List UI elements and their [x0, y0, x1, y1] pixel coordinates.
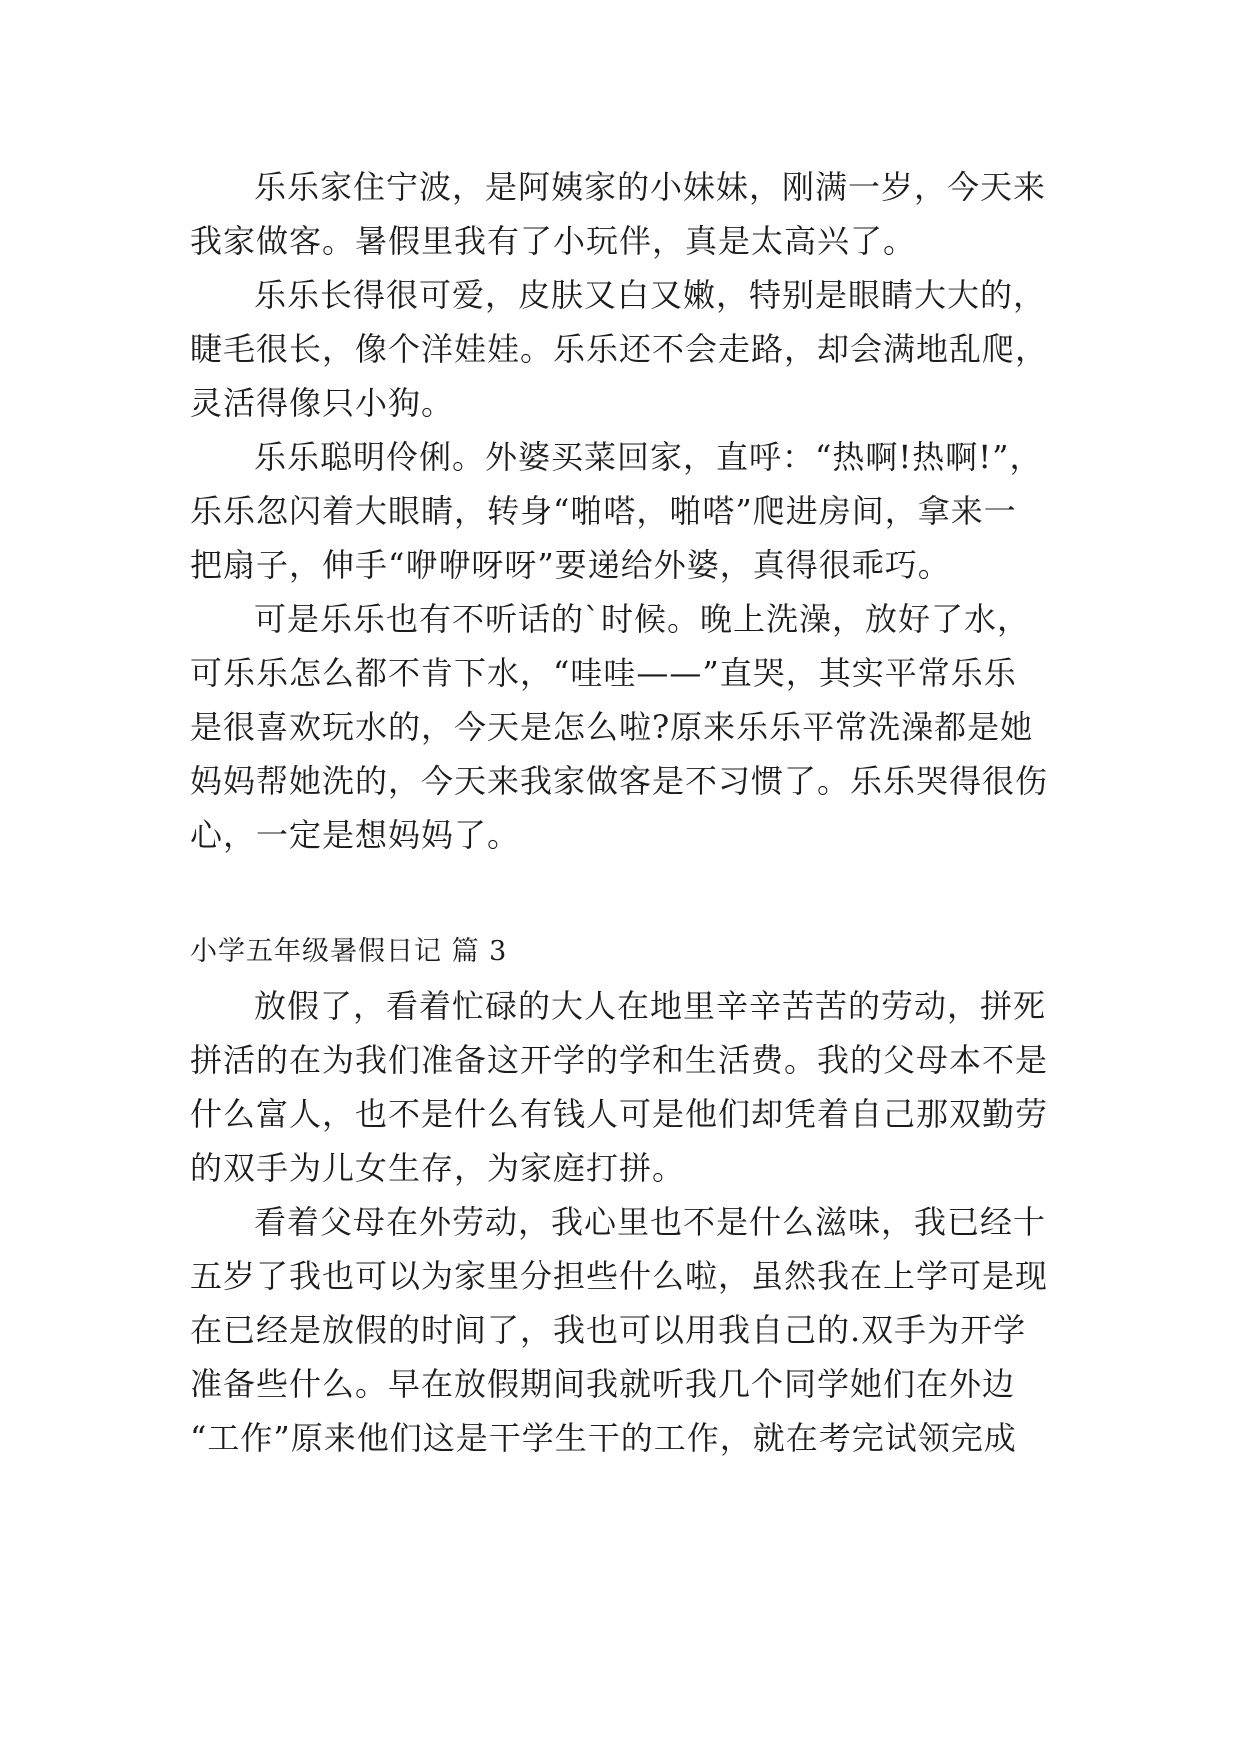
- text-line: 妈妈帮她洗的，今天来我家做客是不习惯了。乐乐哭得很伤: [190, 762, 1049, 800]
- text-line: 的双手为儿女生存，为家庭打拼。: [190, 1149, 686, 1187]
- text-line: 拼活的在为我们准备这开学的学和生活费。我的父母本不是: [190, 1041, 1049, 1079]
- text-line: 乐乐家住宁波，是阿姨家的小妹妹，刚满一岁，今天来: [254, 168, 1047, 206]
- text-line: 什么富人，也不是什么有钱人可是他们却凭着自己那双勤劳: [190, 1095, 1049, 1133]
- text-line: 在已经是放假的时间了，我也可以用我自己的.双手为开学: [190, 1311, 1027, 1349]
- text-line: 放假了，看着忙碌的大人在地里辛辛苦苦的劳动，拼死: [254, 987, 1047, 1025]
- text-line: 灵活得像只小狗。: [190, 384, 455, 422]
- section-heading: 小学五年级暑假日记 篇 3: [190, 936, 508, 967]
- text-line: 准备些什么。早在放假期间我就听我几个同学她们在外边: [190, 1365, 1016, 1403]
- text-line: 乐乐长得很可爱，皮肤又白又嫩，特别是眼睛大大的，: [254, 276, 1047, 314]
- text-line: 把扇子，伸手“咿咿呀呀”要递给外婆，真得很乖巧。: [190, 546, 951, 584]
- text-line: 看着父母在外劳动，我心里也不是什么滋味，我已经十: [254, 1203, 1047, 1241]
- text-line: 可乐乐怎么都不肯下水，“哇哇——”直哭，其实平常乐乐: [190, 654, 1017, 692]
- text-line: 是很喜欢玩水的，今天是怎么啦?原来乐乐平常洗澡都是她: [190, 708, 1034, 746]
- text-line: “工作”原来他们这是干学生干的工作，就在考完试领完成: [190, 1419, 1017, 1457]
- text-line: 睫毛很长，像个洋娃娃。乐乐还不会走路，却会满地乱爬，: [190, 330, 1049, 368]
- text-line: 乐乐忽闪着大眼睛，转身“啪嗒，啪嗒”爬进房间，拿来一: [190, 492, 1017, 530]
- text-line: 可是乐乐也有不听话的`时候。晚上洗澡，放好了水，: [254, 600, 1031, 638]
- text-line: 我家做客。暑假里我有了小玩伴，真是太高兴了。: [190, 222, 917, 260]
- text-line: 乐乐聪明伶俐。外婆买菜回家，直呼：“热啊!热啊!”，: [254, 438, 1043, 476]
- text-line: 心，一定是想妈妈了。: [190, 816, 521, 854]
- text-line: 五岁了我也可以为家里分担些什么啦，虽然我在上学可是现: [190, 1257, 1049, 1295]
